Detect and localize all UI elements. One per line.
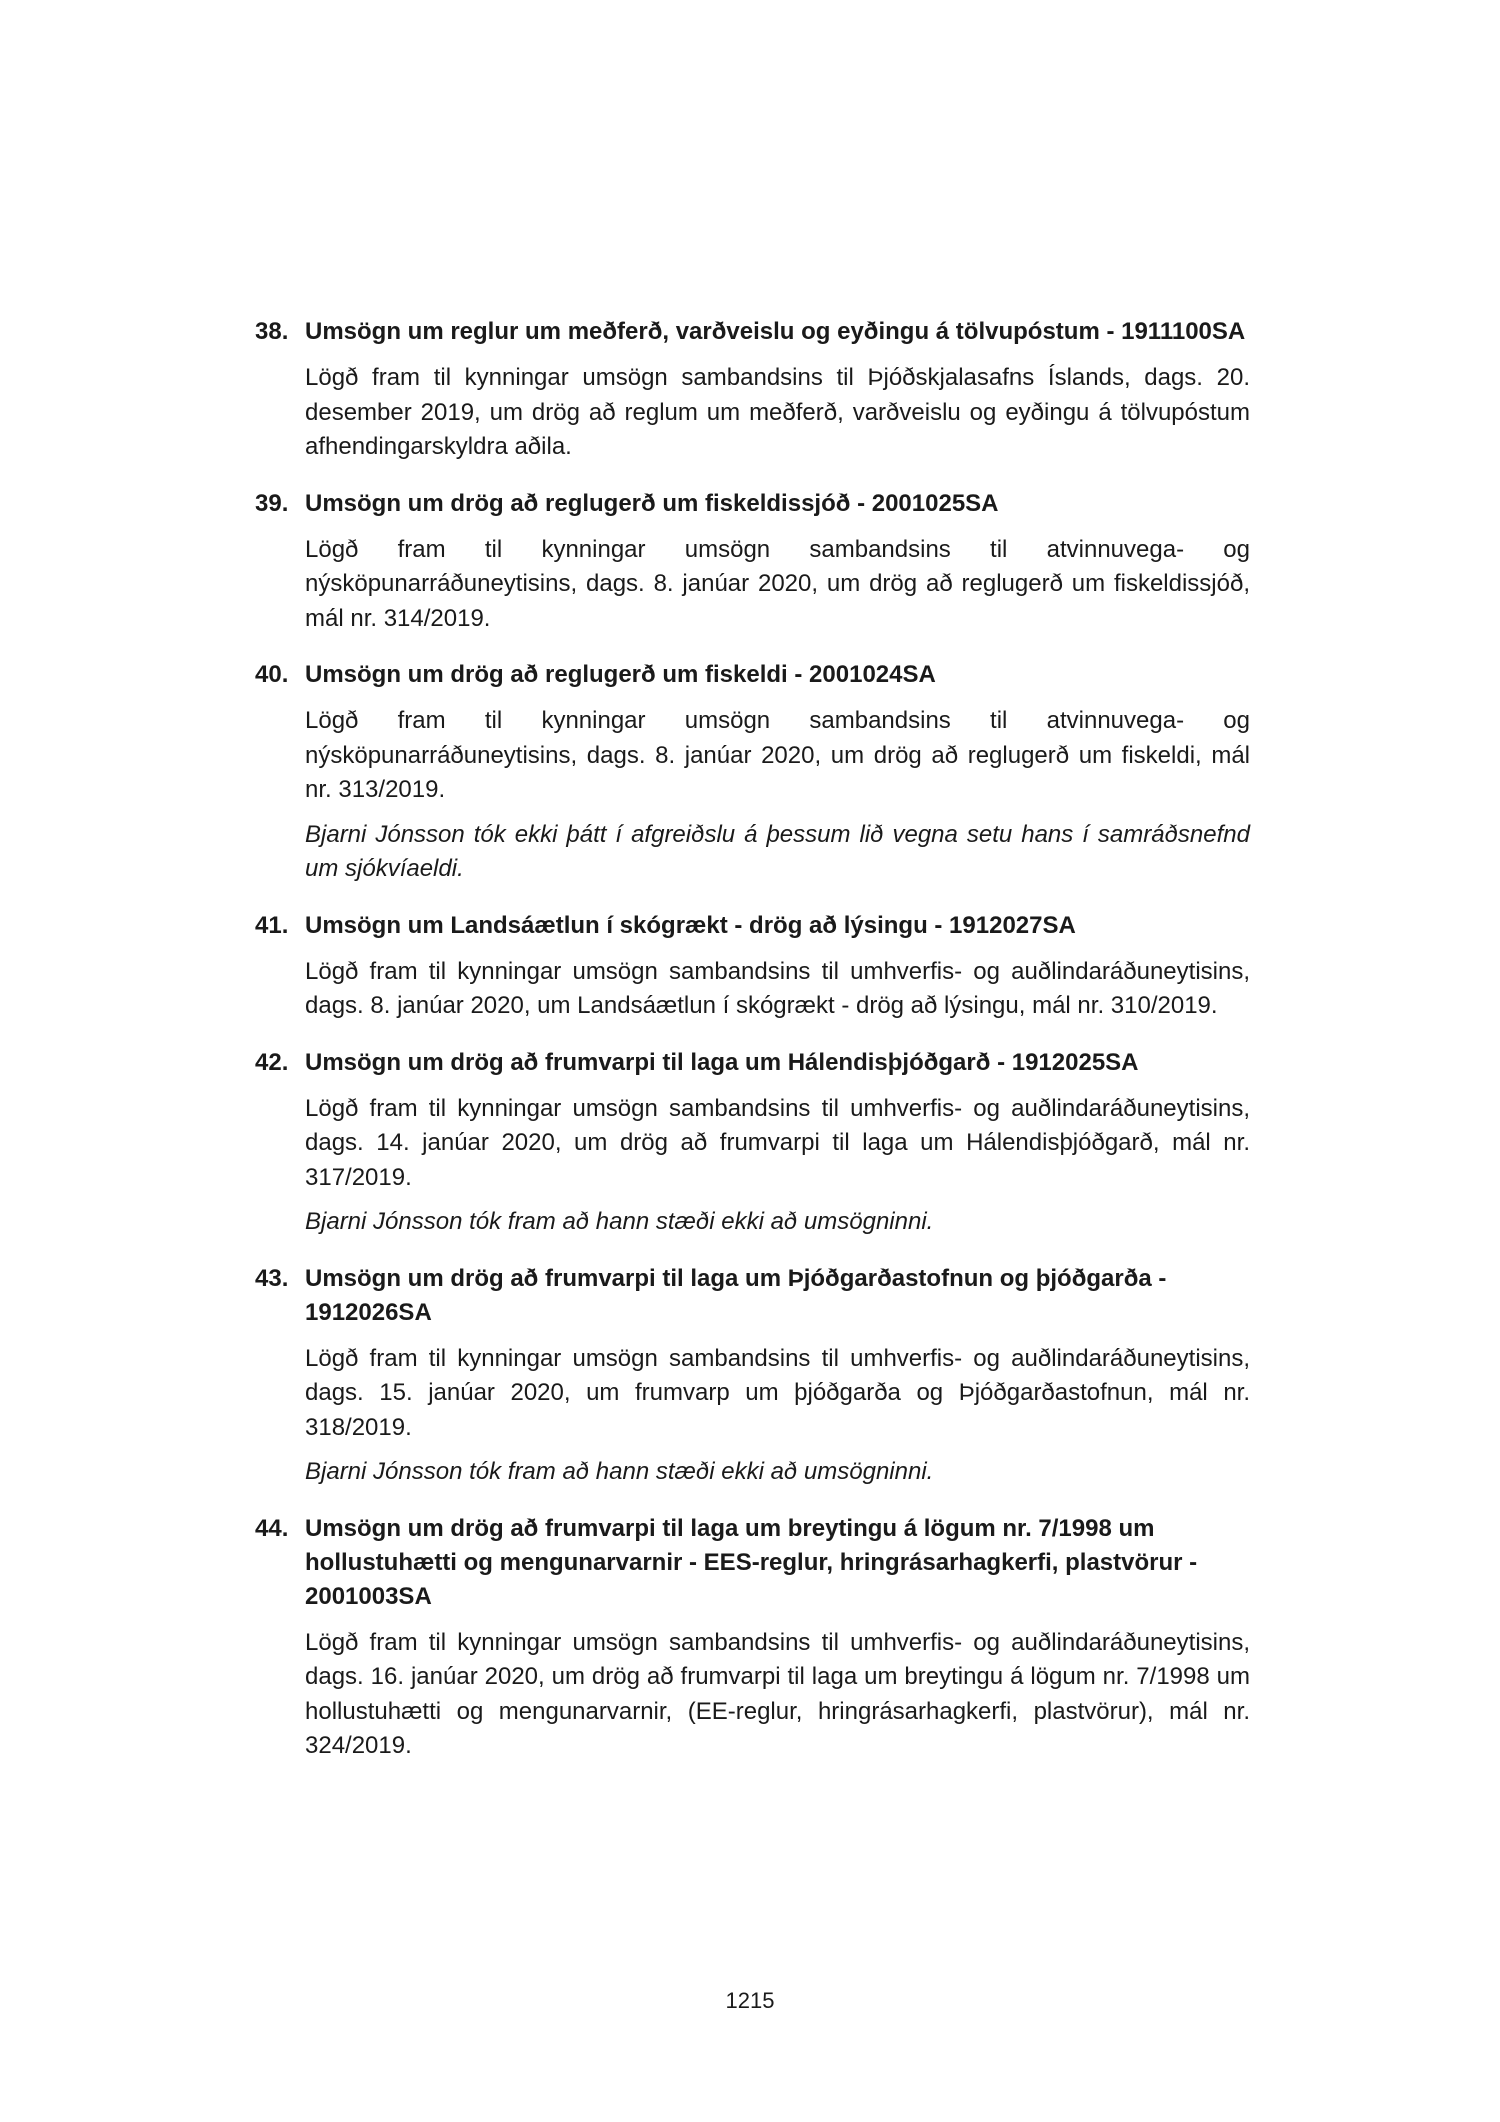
item-number: 42. — [255, 1048, 289, 1076]
item-title: Umsögn um drög að frumvarpi til laga um Þjóðgarðastofnun og þjóðgarða - 1912026SA — [305, 1264, 1167, 1326]
agenda-item-44 — [255, 1512, 1250, 1764]
item-body: Lögð fram til kynningar umsögn sambandsins til umhverfis- og auðlindaráðuneytisins, dags. 14. janúar 2020, um drög að frumvarpi til laga um Hálendisþjóðgarð, mál nr. 317/2019. — [305, 1094, 1250, 1191]
item-body: Lögð fram til kynningar umsögn sambandsins til umhverfis- og auðlindaráðuneytisins, dags. 16. janúar 2020, um drög að frumvarpi til laga um breytingu á lögum nr. 7/1998 um hollustuhætti og mengunarvarnir, (EE-reglur, hringrásarhagkerfi, plastvörur), mál nr. 324/2019. — [305, 1628, 1250, 1759]
item-title: Umsögn um Landsáætlun í skógrækt - drög að lýsingu - 1912027SA — [305, 911, 1076, 939]
item-title: Umsögn um drög að frumvarpi til laga um Hálendisþjóðgarð - 1912025SA — [305, 1048, 1139, 1076]
item-body: Lögð fram til kynningar umsögn sambandsins til umhverfis- og auðlindaráðuneytisins, dags. 15. janúar 2020, um frumvarp um þjóðgarða og Þjóðgarðastofnun, mál nr. 318/2019. — [305, 1344, 1250, 1441]
item-note: Bjarni Jónsson tók fram að hann stæði ekki að umsögninni. — [305, 1208, 934, 1235]
agenda-item-42 — [255, 1046, 1250, 1240]
item-body: Lögð fram til kynningar umsögn sambandsins til atvinnuvega- og nýsköpunarráðuneytisins, dags. 8. janúar 2020, um drög að reglugerð um fiskeldissjóð, mál nr. 314/2019. — [305, 535, 1250, 632]
item-number: 38. — [255, 318, 289, 345]
agenda-item-38 — [255, 315, 1250, 465]
item-note: Bjarni Jónsson tók fram að hann stæði ekki að umsögninni. — [305, 1458, 934, 1485]
agenda-list — [255, 315, 1250, 1786]
page-number: 1215 — [725, 1988, 775, 2013]
item-number: 39. — [255, 489, 289, 517]
item-number: 44. — [255, 1514, 289, 1542]
agenda-item-41 — [255, 909, 1250, 1024]
item-title: Umsögn um reglur um meðferð, varðveislu og eyðingu á tölvupóstum - 1911100SA — [305, 318, 1246, 345]
item-note: Bjarni Jónsson tók ekki þátt í afgreiðslu á þessum lið vegna setu hans í samráðsnefnd um sjókvíaeldi. — [305, 820, 1250, 882]
item-number: 43. — [255, 1264, 289, 1292]
item-title: Umsögn um drög að reglugerð um fiskeldi - 2001024SA — [305, 661, 936, 688]
item-number: 41. — [255, 911, 289, 939]
item-number: 40. — [255, 661, 289, 688]
agenda-item-40 — [255, 658, 1250, 887]
item-body: Lögð fram til kynningar umsögn sambandsins til Þjóðskjalasafns Íslands, dags. 20. desember 2019, um drög að reglum um meðferð, varðveislu og eyðingu á tölvupóstum afhendingarskyldra aðila. — [305, 364, 1250, 460]
agenda-item-39 — [255, 487, 1250, 637]
item-body: Lögð fram til kynningar umsögn sambandsins til atvinnuvega- og nýsköpunarráðuneytisins, dags. 8. janúar 2020, um drög að reglugerð um fiskeldi, mál nr. 313/2019. — [305, 707, 1250, 803]
item-title: Umsögn um drög að reglugerð um fiskeldissjóð - 2001025SA — [305, 489, 999, 517]
item-title: Umsögn um drög að frumvarpi til laga um breytingu á lögum nr. 7/1998 um hollustuhætti og mengunarvarnir - EES-reglur, hringrásarhagkerfi, plastvörur - 2001003SA — [305, 1514, 1198, 1610]
item-body: Lögð fram til kynningar umsögn sambandsins til umhverfis- og auðlindaráðuneytisins, dags. 8. janúar 2020, um Landsáætlun í skógrækt - drög að lýsingu, mál nr. 310/2019. — [305, 957, 1250, 1019]
agenda-item-43 — [255, 1262, 1250, 1490]
